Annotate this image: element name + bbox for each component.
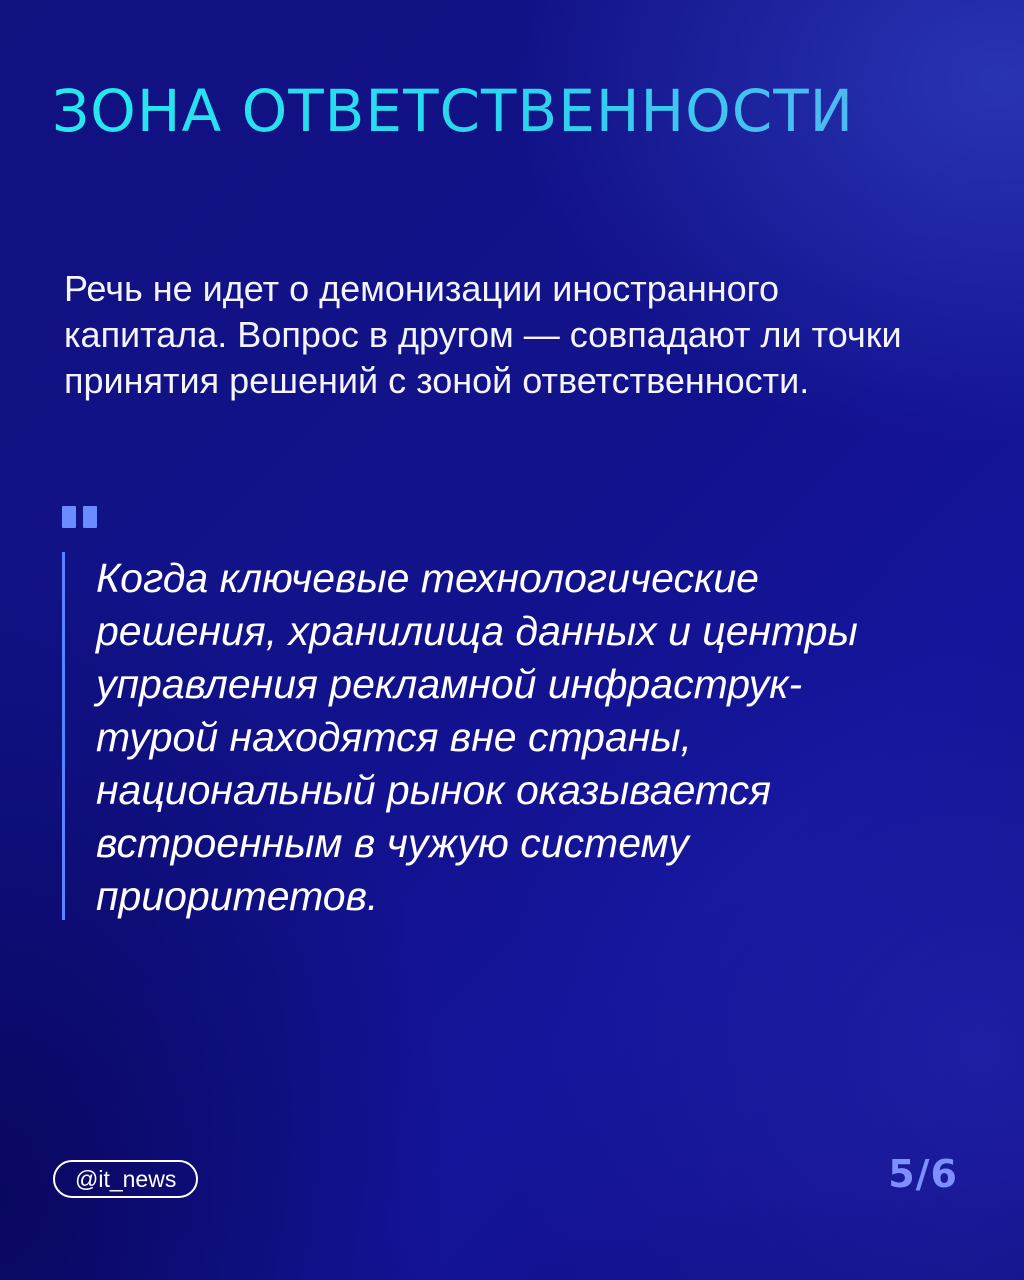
- quote-mark-icon: [62, 506, 97, 528]
- intro-paragraph: Речь не идет о демонизации иностранного капитала. Вопрос в другом — совпадают ли точки принятия решений с зоной ответственности.: [64, 268, 902, 401]
- page-counter: 5/6: [888, 1152, 958, 1196]
- slide-title: ЗОНА ОТВЕТСТВЕННОСТИ: [52, 77, 855, 145]
- quote-block: [62, 552, 965, 920]
- account-handle-badge[interactable]: @it_news: [53, 1160, 198, 1198]
- quote-text: Когда ключевые технологические решения, хранилища данных и центры управления рекламной инфраструк- турой находятся вне страны, национальный рынок оказывается встроенным в чужую систему приоритетов.: [96, 555, 858, 919]
